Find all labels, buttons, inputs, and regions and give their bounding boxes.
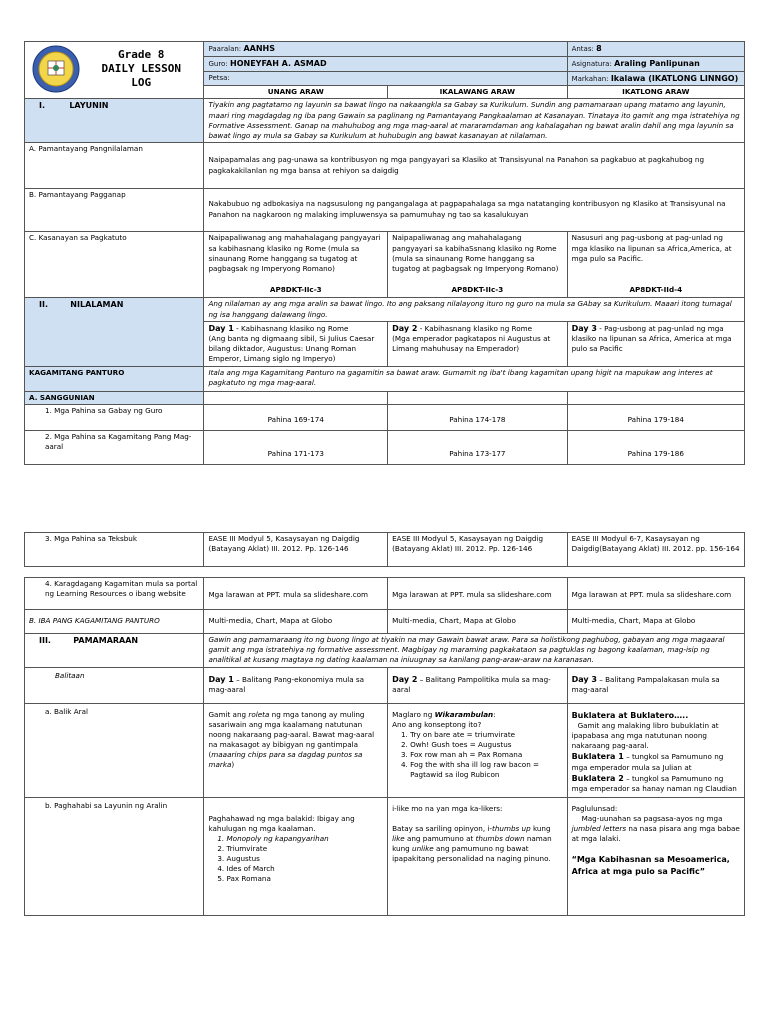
balakid-list <box>208 834 383 884</box>
lesson-log-table-top <box>24 41 745 465</box>
balik-aral-day3: Buklatera at Buklatero….. Gamit ang malaking libro bubuklatin at ipapabasa ang mga natutunan noong nakaraang pag-aaral. Buklatera 1 – tungkol sa Pamumuno ng mga emperador mula sa Julian at Buklatera 2 – tungkol sa Pamumuno ng mga emperador sa hanay naman ng Claudian <box>567 704 744 798</box>
teksbuk-day1: EASE III Modyul 5, Kasaysayan ng Daigdig (Batayang Aklat) III. 2012. Pp. 126-146 <box>204 533 388 567</box>
teksbuk-label: 3. Mga Pahina sa Teksbuk <box>25 533 204 567</box>
kasanayan-code-3: AP8DKT-IId-4 <box>567 284 744 298</box>
list-item: 2. Owh! Gush toes = Augustus <box>410 740 562 750</box>
balik-aral-day1: Gamit ang roleta ng mga tanong ay muling sasariwain ang mga kaalamang natutunan noong nakaraang pag-aaral. Bawat mag-aaral na makasagot ay bibigyan ng gantimpala (maaaring chips para sa dagdag puntos sa marka) <box>204 704 388 798</box>
balitaan-day2: Day 2 – Balitang Pampolitika mula sa mag-aaral <box>388 668 567 704</box>
gabay-label: 1. Mga Pahina sa Gabay ng Guro <box>25 404 204 430</box>
kagamitan-label: KAGAMITANG PANTURO <box>25 366 204 391</box>
paghahabi-label: b. Paghahabi sa Layunin ng Aralin <box>25 798 204 916</box>
antas-cell: Antas: 8 <box>567 42 744 57</box>
petsa-cell: Petsa: <box>204 71 567 86</box>
guro-cell: Guro: HONEYFAH A. ASMAD <box>204 56 567 71</box>
balik-aral-day2: Maglaro ng Wikarambulan: Ano ang konseptong ito? 1. Try on bare ate = triumvirate 2. Owh! Gush toes = Augustus 3. Fox row man ah = Pax Romana 4. Fog the with sha ill log raw bacon = Pagtawid sa ilog Rubicon <box>388 704 567 798</box>
kasanayan-day2: Naipapaliwanag ang mahahalagang pangyayari sa kabihaSsnang klasiko ng Rome (mula sa sinaunang Rome hanggang sa tugatog at pagbagsak ng Imperyong Romano) <box>388 232 567 284</box>
day-header-2: IKALAWANG ARAW <box>388 86 567 99</box>
pangnilalaman-label: A. Pamantayang Pangnilalaman <box>25 143 204 189</box>
balitaan-day3: Day 3 – Balitang Pampalakasan mula sa mag-aaral <box>567 668 744 704</box>
lesson-log-table-bottom <box>24 577 745 916</box>
antas-value: 8 <box>596 44 602 53</box>
sanggunian-label: A. SANGGUNIAN <box>25 391 204 404</box>
portal-day3: Mga larawan at PPT. mula sa slideshare.com <box>567 578 744 610</box>
balik-aral-label: a. Balik Aral <box>25 704 204 798</box>
list-item: 2. Triumvirate <box>226 844 383 854</box>
kagamitan-text: Itala ang mga Kagamitang Panturo na gagamitin sa bawat araw. Gumamit ng iba't ibang kagamitan upang higit na mapukaw ang interes at pagkatuto ng mga mag-aaral. <box>204 366 745 391</box>
gabay-day2: Pahina 174-178 <box>388 404 567 430</box>
markahan-cell: Markahan: Ikalawa (IKATLONG LINNGO) <box>567 71 744 86</box>
kasanayan-day3: Nasusuri ang pag-usbong at pag-unlad ng mga klasiko na lipunan sa Africa,America, at mga pulo sa Pacific. <box>567 232 744 284</box>
nilalaman-label-cell: II. NILALAMAN <box>25 298 204 366</box>
kasanayan-label: C. Kasanayan sa Pagkatuto <box>25 232 204 298</box>
kasanayan-day1: Naipapaliwanag ang mahahalagang pangyayari sa kabihasnang klasiko ng Rome (mula sa sinaunang Rome hanggang sa tugatog at pagbagsak ng Imperyong Romano) <box>204 232 388 284</box>
markahan-value: Ikalawa (IKATLONG LINNGO) <box>610 73 739 83</box>
paghahabi-day2: i-like mo na yan mga ka-likers: Batay sa sariling opinyon, i-thumbs up kung like ang pamumuno at thumbs down naman kung unlike ang pamumuno ng bawat ipapakitang personalidad na naging pinuno. <box>388 798 567 916</box>
portal-day2: Mga larawan at PPT. mula sa slideshare.com <box>388 578 567 610</box>
asignatura-value: Araling Panlipunan <box>614 58 700 68</box>
wikarambulan-list <box>392 730 562 780</box>
header-logo-title-cell <box>25 42 204 99</box>
teksbuk-day2: EASE III Modyul 5, Kasaysayan ng Daigdig (Batayang Aklat) III. 2012. Pp. 126-146 <box>388 533 567 567</box>
kasanayan-code-1: AP8DKT-IIc-3 <box>204 284 388 298</box>
school-seal-icon <box>31 44 81 94</box>
pamamaraan-label-cell: III. PAMAMARAAN <box>25 634 204 668</box>
paaralan-value: AANHS <box>243 44 275 53</box>
list-item: 1. Monopoly ng kapangyarihan <box>226 834 383 844</box>
layunin-label-cell: I. LAYUNIN <box>25 99 204 143</box>
kagamitan-mag-aaral-label: 2. Mga Pahina sa Kagamitang Pang Mag-aaral <box>25 430 204 464</box>
kagamitan-day2: Pahina 173-177 <box>388 430 567 464</box>
gabay-day3: Pahina 179-184 <box>567 404 744 430</box>
gabay-day1: Pahina 169-174 <box>204 404 388 430</box>
pamamaraan-text: Gawin ang pamamaraang ito ng buong lingo at tiyakin na may Gawain bawat araw. Para sa holistikong paghubog, gabayan ang mga magaaral gamit ang mga istratehiya ng formative assessment. Magbigay ng maraming pagkakataon sa pagtuklas ng bagong kaalaman, mag-isip ng analitikal at kusang magtaya ng dating kaalaman na iniuugnay sa kanilang pang-araw-araw na karanasan. <box>204 634 745 668</box>
nilalaman-label: NILALAMAN <box>70 300 124 310</box>
list-item: 4. Fog the with sha ill log raw bacon = Pagtawid sa ilog Rubicon <box>410 760 562 780</box>
title-grade: Grade 8 <box>118 48 165 62</box>
kagamitan-day3: Pahina 179-186 <box>567 430 744 464</box>
portal-label: 4. Karagdagang Kagamitan mula sa portal ng Learning Resources o ibang website <box>25 578 204 610</box>
balitaan-label: Balitaan <box>25 668 204 704</box>
balitaan-day1: Day 1 – Balitang Pang-ekonomiya mula sa mag-aaral <box>204 668 388 704</box>
iba-pang-day1: Multi-media, Chart, Mapa at Globo <box>204 610 388 634</box>
pagganap-text: Nakabubuo ng adbokasiya na nagsusulong ng pangangalaga at pagpapahalaga sa mga natatanging kontribusyon ng Klasiko at Transisyunal na Panahon na nagkaroon ng malaking impluwensya sa pamumuhay ng tao sa kasalukuyan <box>204 189 745 232</box>
portal-day1: Mga larawan at PPT. mula sa slideshare.com <box>204 578 388 610</box>
list-item: 3. Augustus <box>226 854 383 864</box>
list-item: 5. Pax Romana <box>226 874 383 884</box>
title-daily-lesson: DAILY LESSON <box>101 62 181 76</box>
nilalaman-day1: Day 1 - Kabihasnang klasiko ng Rome (Ang banta ng digmaang sibil, Si Julius Caesar bilang diktador, Augustus: Unang Roman Emperor, Limang siglo ng Imperyo) <box>204 321 388 366</box>
iba-pang-day3: Multi-media, Chart, Mapa at Globo <box>567 610 744 634</box>
list-item: 3. Fox row man ah = Pax Romana <box>410 750 562 760</box>
paaralan-cell: Paaralan: AANHS <box>204 42 567 57</box>
paghahabi-day3: Paglulunsad: Mag-uunahan sa pagsasa-ayos ng mga jumbled letters na nasa pisara ang mga babae at mga lalaki. “Mga Kabihasnan sa Mesoamerica, Africa at mga pulo sa Pacific” <box>567 798 744 916</box>
pagganap-label: B. Pamantayang Pagganap <box>25 189 204 232</box>
asignatura-cell: Asignatura: Araling Panlipunan <box>567 56 744 71</box>
paghahabi-day1: Paghahawad ng mga balakid: Ibigay ang kahulugan ng mga kaalaman. 1. Monopoly ng kapangyarihan 2. Triumvirate 3. Augustus 4. Ides of March 5. Pax Romana <box>204 798 388 916</box>
lesson-log-table-teksbuk <box>24 532 745 567</box>
day-header-1: UNANG ARAW <box>204 86 388 99</box>
nilalaman-day2: Day 2 - Kabihasnang klasiko ng Rome (Mga emperador pagkatapos ni Augustus at Limang mahuhusay na Emperador) <box>388 321 567 366</box>
pangnilalaman-text: Naipapamalas ang pag-unawa sa kontribusyon ng mga pangyayari sa Klasiko at Transisyunal na Panahon sa pagkabuo at pagkahubog ng pagkakakilanlan ng mga bansa at rehiyon sa daigdig <box>204 143 745 189</box>
layunin-text: Tiyakin ang pagtatamo ng layunin sa bawat lingo na nakaangkla sa Gabay sa Kurikulum. Sundin ang pamamaraan upang matamo ang layunin, maari ring magdagdag ng iba pang Gawain sa paglinang ng Pamantayang Pangkaalaman at Kasanayan. Tinataya ito gamit ang mga istratehiya ng Formative Assessment. Ganap na mahuhubog ang mga mag-aaral at mararamdaman ang kahalagahan ng bawat aralin dahil ang mga layunin sa bawat lingo ay mula sa Gabay sa Kurikulum at huhubugin ang bawat kasanayan at nilalaman. <box>204 99 745 143</box>
nilalaman-day3: Day 3 - Pag-usbong at pag-unlad ng mga klasiko na lipunan sa Africa, America at mga pulo sa Pacific <box>567 321 744 366</box>
guro-value: HONEYFAH A. ASMAD <box>230 58 327 68</box>
layunin-label: LAYUNIN <box>69 101 109 111</box>
pamamaraan-label: PAMAMARAAN <box>73 636 139 645</box>
kasanayan-code-2: AP8DKT-IIc-3 <box>388 284 567 298</box>
list-item: 4. Ides of March <box>226 864 383 874</box>
day-header-3: IKATLONG ARAW <box>567 86 744 99</box>
kagamitan-day1: Pahina 171-173 <box>204 430 388 464</box>
iba-pang-label: B. IBA PANG KAGAMITANG PANTURO <box>25 610 204 634</box>
title-log: LOG <box>131 75 152 89</box>
list-item: 1. Try on bare ate = triumvirate <box>410 730 562 740</box>
nilalaman-text: Ang nilalaman ay ang mga aralin sa bawat lingo. Ito ang paksang nilalayong ituro ng guro na mula sa GAbay sa Kurikulum. Maaari itong tumagal ng isa hanggang dalawang lingo. <box>204 298 745 321</box>
iba-pang-day2: Multi-media, Chart, Mapa at Globo <box>388 610 567 634</box>
teksbuk-day3: EASE III Modyul 6-7, Kasaysayan ng Daigdig(Batayang Aklat) III. 2012. pp. 156-164 <box>567 533 744 567</box>
